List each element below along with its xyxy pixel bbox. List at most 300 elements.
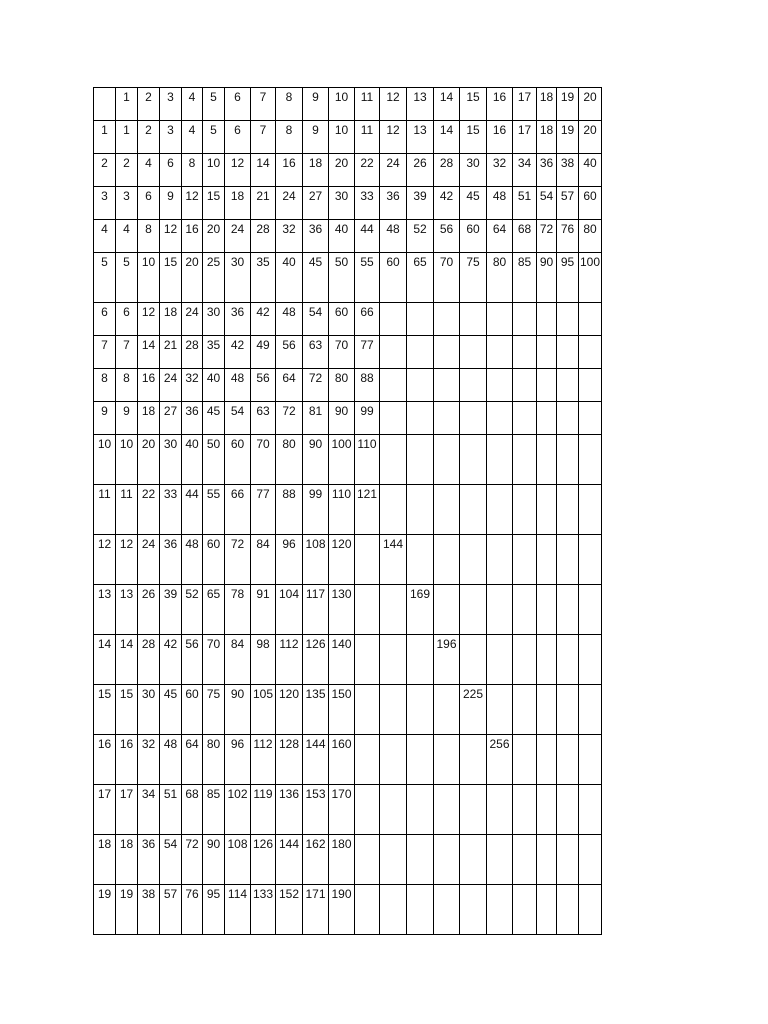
table-cell: 90 [203, 835, 225, 885]
row-label-cell: 12 [94, 535, 116, 585]
table-cell [513, 635, 537, 685]
table-cell: 10 [329, 88, 355, 121]
table-cell: 68 [513, 220, 537, 253]
table-cell: 16 [487, 121, 513, 154]
table-cell: 30 [203, 303, 225, 336]
table-cell: 34 [513, 154, 537, 187]
table-cell [460, 435, 487, 485]
table-cell [434, 435, 460, 485]
table-cell: 20 [579, 121, 602, 154]
table-cell: 38 [557, 154, 579, 187]
table-cell: 162 [303, 835, 329, 885]
table-cell: 72 [225, 535, 251, 585]
table-cell: 12 [160, 220, 182, 253]
table-row [94, 303, 602, 336]
table-cell: 36 [303, 220, 329, 253]
table-cell: 80 [579, 220, 602, 253]
table-cell: 6 [116, 303, 138, 336]
table-cell: 14 [116, 635, 138, 685]
table-cell: 110 [329, 485, 355, 535]
table-cell [487, 485, 513, 535]
table-cell: 30 [225, 253, 251, 303]
table-cell [380, 685, 407, 735]
table-cell: 14 [434, 121, 460, 154]
table-cell [460, 303, 487, 336]
table-cell [557, 635, 579, 685]
table-cell: 32 [487, 154, 513, 187]
table-cell: 32 [182, 369, 203, 402]
table-cell [407, 735, 434, 785]
table-cell: 42 [251, 303, 276, 336]
table-cell: 12 [116, 535, 138, 585]
table-cell: 26 [138, 585, 160, 635]
table-cell: 135 [303, 685, 329, 735]
table-cell: 128 [276, 735, 303, 785]
table-cell [380, 735, 407, 785]
table-cell: 20 [203, 220, 225, 253]
row-label-cell: 13 [94, 585, 116, 635]
table-cell [579, 336, 602, 369]
table-cell [434, 735, 460, 785]
table-cell: 78 [225, 585, 251, 635]
table-row [94, 635, 602, 685]
table-cell: 16 [116, 735, 138, 785]
table-cell: 19 [557, 121, 579, 154]
table-cell: 72 [182, 835, 203, 885]
table-cell: 36 [138, 835, 160, 885]
table-cell: 42 [434, 187, 460, 220]
table-cell: 18 [138, 402, 160, 435]
row-label-cell: 1 [94, 121, 116, 154]
table-cell: 40 [182, 435, 203, 485]
table-cell: 35 [251, 253, 276, 303]
table-cell: 5 [203, 88, 225, 121]
row-label-cell: 15 [94, 685, 116, 735]
table-cell: 75 [203, 685, 225, 735]
table-cell: 80 [203, 735, 225, 785]
table-cell: 36 [380, 187, 407, 220]
table-cell: 8 [276, 88, 303, 121]
table-cell: 45 [160, 685, 182, 735]
table-cell [434, 535, 460, 585]
table-cell [380, 785, 407, 835]
table-cell: 9 [303, 88, 329, 121]
table-cell [460, 485, 487, 535]
table-cell [380, 635, 407, 685]
table-cell: 144 [380, 535, 407, 585]
table-cell [579, 435, 602, 485]
table-cell: 66 [225, 485, 251, 535]
table-cell: 45 [460, 187, 487, 220]
table-cell: 18 [225, 187, 251, 220]
table-cell: 24 [182, 303, 203, 336]
table-cell: 144 [303, 735, 329, 785]
table-cell: 56 [434, 220, 460, 253]
table-cell [407, 336, 434, 369]
table-cell: 25 [203, 253, 225, 303]
table-cell [557, 369, 579, 402]
table-cell [434, 885, 460, 935]
row-label-cell: 11 [94, 485, 116, 535]
table-cell: 70 [251, 435, 276, 485]
row-label-cell: 14 [94, 635, 116, 685]
table-cell [579, 535, 602, 585]
table-cell: 120 [329, 535, 355, 585]
table-cell: 28 [251, 220, 276, 253]
table-cell [434, 336, 460, 369]
table-row [94, 585, 602, 635]
table-cell: 48 [182, 535, 203, 585]
table-cell [487, 535, 513, 585]
table-cell [513, 435, 537, 485]
table-cell: 12 [225, 154, 251, 187]
table-cell: 36 [225, 303, 251, 336]
table-cell: 17 [513, 121, 537, 154]
table-cell: 17 [513, 88, 537, 121]
table-cell [434, 835, 460, 885]
table-cell [380, 585, 407, 635]
table-cell [557, 485, 579, 535]
table-cell [434, 785, 460, 835]
table-cell: 75 [460, 253, 487, 303]
table-cell: 27 [303, 187, 329, 220]
table-row [94, 253, 602, 303]
table-cell: 152 [276, 885, 303, 935]
table-cell: 102 [225, 785, 251, 835]
table-cell: 12 [182, 187, 203, 220]
table-cell [557, 435, 579, 485]
row-label-cell: 3 [94, 187, 116, 220]
table-cell: 18 [537, 88, 557, 121]
table-cell: 98 [251, 635, 276, 685]
table-cell: 4 [138, 154, 160, 187]
table-cell: 76 [557, 220, 579, 253]
table-cell: 63 [303, 336, 329, 369]
table-cell: 60 [380, 253, 407, 303]
table-cell: 11 [355, 121, 380, 154]
table-cell: 44 [355, 220, 380, 253]
table-cell [407, 435, 434, 485]
table-cell: 64 [487, 220, 513, 253]
table-cell: 76 [182, 885, 203, 935]
table-cell: 171 [303, 885, 329, 935]
table-cell: 170 [329, 785, 355, 835]
table-cell: 12 [380, 121, 407, 154]
table-cell [380, 402, 407, 435]
table-cell: 54 [303, 303, 329, 336]
table-cell: 10 [138, 253, 160, 303]
table-cell: 16 [276, 154, 303, 187]
table-cell [513, 785, 537, 835]
table-cell: 56 [276, 336, 303, 369]
table-cell [513, 369, 537, 402]
table-cell: 3 [116, 187, 138, 220]
row-label-cell: 7 [94, 336, 116, 369]
row-label-cell: 4 [94, 220, 116, 253]
table-cell: 5 [116, 253, 138, 303]
table-cell [487, 785, 513, 835]
row-label-cell: 5 [94, 253, 116, 303]
table-cell [537, 635, 557, 685]
table-cell [537, 535, 557, 585]
row-label-cell: 16 [94, 735, 116, 785]
table-row [94, 369, 602, 402]
table-cell: 52 [407, 220, 434, 253]
table-cell: 70 [329, 336, 355, 369]
table-cell: 4 [182, 121, 203, 154]
table-cell: 64 [182, 735, 203, 785]
table-cell: 24 [276, 187, 303, 220]
table-cell [579, 485, 602, 535]
table-cell [537, 336, 557, 369]
table-cell: 11 [116, 485, 138, 535]
table-cell: 22 [138, 485, 160, 535]
table-cell [355, 835, 380, 885]
table-cell [557, 885, 579, 935]
table-cell: 35 [203, 336, 225, 369]
table-cell: 196 [434, 635, 460, 685]
table-cell: 10 [116, 435, 138, 485]
table-cell: 104 [276, 585, 303, 635]
table-cell [407, 485, 434, 535]
table-cell: 18 [303, 154, 329, 187]
table-cell: 57 [557, 187, 579, 220]
table-cell: 77 [355, 336, 380, 369]
table-cell: 225 [460, 685, 487, 735]
table-cell: 5 [203, 121, 225, 154]
table-cell: 95 [203, 885, 225, 935]
table-cell: 80 [329, 369, 355, 402]
table-cell: 144 [276, 835, 303, 885]
table-cell [407, 885, 434, 935]
table-cell: 20 [579, 88, 602, 121]
table-cell: 99 [355, 402, 380, 435]
table-row [94, 154, 602, 187]
table-cell [355, 735, 380, 785]
table-cell: 15 [116, 685, 138, 735]
table-cell: 150 [329, 685, 355, 735]
table-cell: 90 [537, 253, 557, 303]
row-label-cell: 2 [94, 154, 116, 187]
table-cell: 19 [557, 88, 579, 121]
table-cell: 40 [329, 220, 355, 253]
table-cell: 50 [329, 253, 355, 303]
table-cell: 7 [116, 336, 138, 369]
table-cell: 30 [138, 685, 160, 735]
table-cell: 88 [276, 485, 303, 535]
table-cell [557, 336, 579, 369]
table-cell: 24 [225, 220, 251, 253]
table-cell: 9 [303, 121, 329, 154]
table-cell: 40 [203, 369, 225, 402]
table-cell: 33 [160, 485, 182, 535]
table-cell [579, 369, 602, 402]
table-row [94, 685, 602, 735]
table-cell [513, 485, 537, 535]
table-cell: 70 [203, 635, 225, 685]
table-cell: 54 [160, 835, 182, 885]
table-cell: 99 [303, 485, 329, 535]
table-cell [579, 735, 602, 785]
table-cell: 95 [557, 253, 579, 303]
table-cell [513, 735, 537, 785]
table-cell: 45 [203, 402, 225, 435]
table-cell [487, 835, 513, 885]
table-cell [380, 369, 407, 402]
table-cell: 8 [138, 220, 160, 253]
table-cell: 136 [276, 785, 303, 835]
table-cell: 80 [487, 253, 513, 303]
table-cell [407, 369, 434, 402]
table-cell [460, 369, 487, 402]
table-cell [355, 535, 380, 585]
table-cell: 6 [225, 121, 251, 154]
table-cell: 10 [329, 121, 355, 154]
table-cell [579, 303, 602, 336]
table-row [94, 402, 602, 435]
table-cell: 48 [380, 220, 407, 253]
table-cell: 14 [138, 336, 160, 369]
table-cell: 54 [537, 187, 557, 220]
table-cell: 16 [138, 369, 160, 402]
table-cell: 48 [160, 735, 182, 785]
table-cell: 22 [355, 154, 380, 187]
table-cell [557, 303, 579, 336]
table-cell [537, 885, 557, 935]
table-cell: 4 [182, 88, 203, 121]
table-cell: 42 [225, 336, 251, 369]
table-cell: 84 [251, 535, 276, 585]
table-cell [557, 535, 579, 585]
table-cell [460, 402, 487, 435]
row-label-cell: 10 [94, 435, 116, 485]
table-cell: 169 [407, 585, 434, 635]
table-cell [537, 303, 557, 336]
table-cell: 60 [225, 435, 251, 485]
table-cell: 50 [203, 435, 225, 485]
table-cell [557, 402, 579, 435]
table-cell: 40 [276, 253, 303, 303]
table-cell [355, 885, 380, 935]
row-label-cell: 6 [94, 303, 116, 336]
table-cell: 17 [116, 785, 138, 835]
table-cell [513, 885, 537, 935]
table-cell: 38 [138, 885, 160, 935]
table-cell [513, 402, 537, 435]
table-cell: 190 [329, 885, 355, 935]
table-cell: 48 [276, 303, 303, 336]
table-cell: 56 [182, 635, 203, 685]
table-cell: 36 [537, 154, 557, 187]
table-cell [487, 369, 513, 402]
table-row [94, 735, 602, 785]
table-cell: 16 [182, 220, 203, 253]
table-cell [579, 585, 602, 635]
table-cell: 8 [276, 121, 303, 154]
table-row [94, 485, 602, 535]
row-label-cell: 18 [94, 835, 116, 885]
table-cell [355, 785, 380, 835]
row-label-cell: 8 [94, 369, 116, 402]
table-cell: 13 [116, 585, 138, 635]
table-cell: 72 [537, 220, 557, 253]
table-cell: 133 [251, 885, 276, 935]
table-cell: 51 [160, 785, 182, 835]
table-cell [434, 402, 460, 435]
table-cell: 126 [251, 835, 276, 885]
multiplication-table [93, 87, 602, 935]
table-cell: 130 [329, 585, 355, 635]
table-cell: 77 [251, 485, 276, 535]
table-cell [487, 402, 513, 435]
table-cell: 72 [303, 369, 329, 402]
table-cell: 1 [116, 88, 138, 121]
table-row [94, 435, 602, 485]
table-cell: 68 [182, 785, 203, 835]
table-cell: 30 [329, 187, 355, 220]
table-row [94, 121, 602, 154]
table-cell: 6 [160, 154, 182, 187]
table-cell [460, 735, 487, 785]
table-cell: 49 [251, 336, 276, 369]
table-cell: 117 [303, 585, 329, 635]
table-cell: 34 [138, 785, 160, 835]
table-cell [380, 336, 407, 369]
table-cell: 119 [251, 785, 276, 835]
table-cell: 80 [276, 435, 303, 485]
table-cell: 85 [203, 785, 225, 835]
table-cell [537, 435, 557, 485]
table-cell [407, 402, 434, 435]
table-cell: 21 [160, 336, 182, 369]
table-row [94, 220, 602, 253]
table-cell: 108 [303, 535, 329, 585]
table-cell [434, 585, 460, 635]
table-cell [460, 585, 487, 635]
table-cell: 160 [329, 735, 355, 785]
table-cell [579, 885, 602, 935]
table-cell: 100 [579, 253, 602, 303]
table-cell [487, 303, 513, 336]
table-cell: 6 [138, 187, 160, 220]
table-cell [434, 685, 460, 735]
table-cell [579, 685, 602, 735]
table-cell: 32 [138, 735, 160, 785]
table-cell: 45 [303, 253, 329, 303]
table-cell [537, 685, 557, 735]
table-cell [513, 685, 537, 735]
table-cell [407, 785, 434, 835]
table-cell: 65 [407, 253, 434, 303]
table-row [94, 187, 602, 220]
table-cell: 42 [160, 635, 182, 685]
table-cell: 91 [251, 585, 276, 635]
table-cell [460, 835, 487, 885]
table-cell [407, 535, 434, 585]
table-cell: 4 [116, 220, 138, 253]
table-cell: 24 [380, 154, 407, 187]
table-cell [513, 535, 537, 585]
table-cell: 8 [116, 369, 138, 402]
table-cell: 19 [116, 885, 138, 935]
table-cell: 57 [160, 885, 182, 935]
table-cell: 63 [251, 402, 276, 435]
table-cell: 112 [276, 635, 303, 685]
table-cell: 30 [160, 435, 182, 485]
table-cell: 54 [225, 402, 251, 435]
table-cell [434, 485, 460, 535]
table-cell: 10 [203, 154, 225, 187]
